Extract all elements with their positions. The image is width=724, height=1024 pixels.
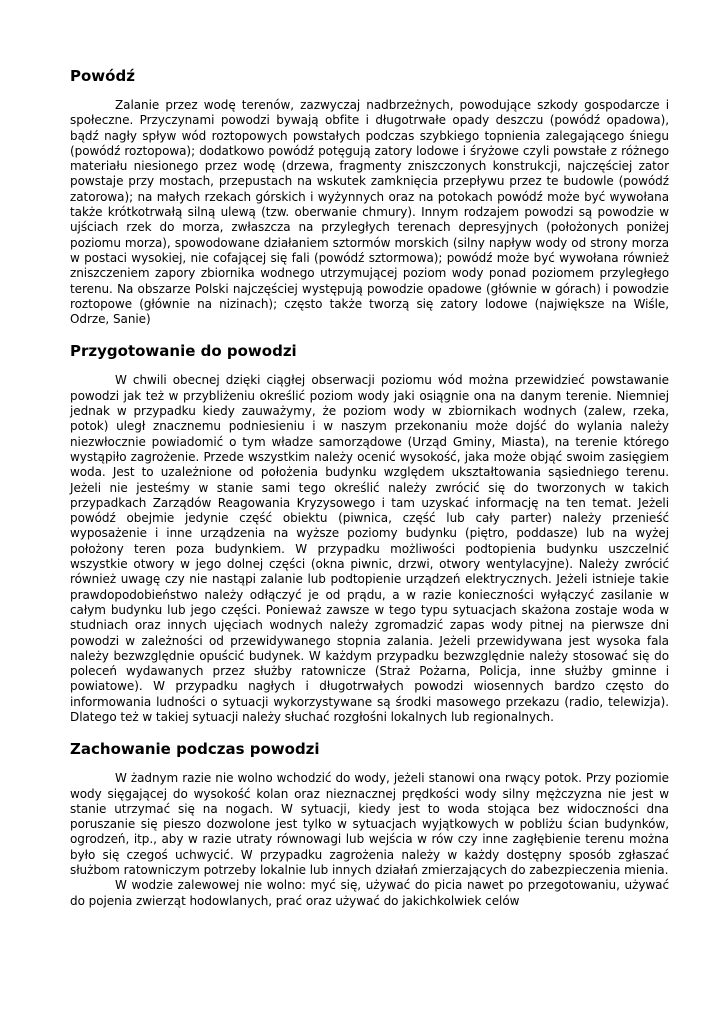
paragraph-zachowanie-1: W żadnym razie nie wolno wchodzić do wody, jeżeli stanowi ona rwący potok. Przy poziomie wody sięgającej do wysokość kolan oraz nieznacznej prędkości wody silny mężczyzna nie jest w stanie utrzymać się na nogach. W sytuacji, kiedy jest to woda stojąca bez widoczności dna poruszanie się pieszo dozwolone jest tylko w sytuacjach wyjątkowych w pobliżu ścian budynków, ogrodzeń, itp., aby w razie utraty równowagi lub wejścia w rów czy inne zagłębienie terenu można było się czegoś uchwycić. W przypadku zagrożenia należy w każdy dostępny sposób zgłaszać służbom ratowniczym potrzeby lokalnie lub innych działań zmierzających do zabezpieczenia mienia.: [70, 771, 669, 878]
paragraph-powodz-definition: Zalanie przez wodę terenów, zazwyczaj nadbrzeżnych, powodujące szkody gospodarcze i społeczne. Przyczynami powodzi bywają obfite i długotrwałe opady deszczu (powódź opadowa), bądź nagły spływ wód roztopowych powstałych podczas szybkiego topnienia zalegającego śniegu (powódź roztopowa); dodatkowo powódź potęgują zatory lodowe i śryżowe czyli powstałe z różnego materiału niesionego przez wodę (drzewa, fragmenty zniszczonych konstrukcji, najczęściej zator powstaje przy mostach, przepustach na wskutek zamknięcia przepływu przez te budowle (powódź zatorowa); na małych rzekach górskich i wyżynnych oraz na potokach powódź może być wywołana także krótkotrwałą silną ulewą (tzw. oberwanie chmury). Innym rodzajem powodzi są powodzie w ujściach rzek do morza, zwłaszcza na przyległych terenach depresyjnych (położonych poniżej poziomu morza), spowodowane działaniem sztormów morskich (silny napływ wody od strony morza w postaci wysokiej, nie cofającej się fali (powódź sztormowa); powódź może być wywołana również zniszczeniem zapory zbiornika wodnego utrzymującej poziom wody ponad poziomem przyległego terenu. Na obszarze Polski najczęściej występują powodzie opadowe (głównie w górach) i powodzie roztopowe (głównie na nizinach); często także tworzą się zatory lodowe (największe na Wiśle, Odrze, Sanie): [70, 98, 669, 327]
section-heading-przygotowanie: Przygotowanie do powodzi: [70, 342, 297, 361]
paragraph-zachowanie-2: W wodzie zalewowej nie wolno: myć się, używać do picia nawet po przegotowaniu, używać do pojenia zwierząt hodowlanych, prać oraz używać do jakichkolwiek celów: [70, 878, 669, 908]
paragraph-przygotowanie: W chwili obecnej dzięki ciągłej obserwacji poziomu wód można przewidzieć powstawanie powodzi jak też w przybliżeniu określić poziom wody jaki osiągnie ona na danym terenie. Niemniej jednak w przypadku kiedy zauważymy, że poziom wody w zbiornikach wodnych (zalew, rzeka, potok) uległ znacznemu podniesieniu i w naszym przekonaniu może dojść do wylania należy niezwłocznie powiadomić o tym władze samorządowe (Urząd Gminy, Miasta), na terenie którego wystąpiło zagrożenie. Przede wszystkim należy ocenić wysokość, jaka może objąć swoim zasięgiem woda. Jest to uzależnione od położenia budynku względem ukształtowania sąsiedniego terenu. Jeżeli nie jesteśmy w stanie sami tego określić należy zwrócić się do tworzonych w takich przypadkach Zarządów Reagowania Kryzysowego i tam uzyskać informację na ten temat. Jeżeli powódź obejmie jedynie część obiektu (piwnica, część lub cały parter) należy przenieść wyposażenie i inne urządzenia na wyższe poziomy budynku (piętro, poddasze) lub na wyżej położony teren poza budynkiem. W przypadku możliwości podtopienia budynku uszczelnić wszystkie otwory w jego dolnej części (okna piwnic, drzwi, otwory wentylacyjne). Należy zwrócić również uwagę czy nie nastąpi zalanie lub podtopienie urządzeń elektrycznych. Jeżeli istnieje takie prawdopodobieństwo należy odłączyć je od prądu, a w razie konieczności wyłączyć zasilanie w całym budynku lub jego części. Ponieważ zawsze w tego typu sytuacjach skażona zostaje woda w studniach oraz innych ujęciach wodnych należy zgromadzić zapas wody pitnej na pierwsze dni powodzi w zależności od przewidywanego stopnia zalania. Jeżeli przewidywana jest wysoka fala należy bezwzględnie opuścić budynek. W każdym przypadku bezwzględnie należy stosować się do poleceń wydawanych przez służby ratownicze (Straż Pożarna, Policja, inne służby gminne i powiatowe). W przypadku nagłych i długotrwałych powodzi wiosennych bardzo często do informowania ludności o sytuacji wykorzystywane są środki masowego przekazu (radio, telewizja). Dlatego też w takiej sytuacji należy słuchać rozgłośni lokalnych lub regionalnych.: [70, 373, 669, 724]
section-heading-powodz: Powódź: [70, 67, 135, 85]
section-heading-zachowanie: Zachowanie podczas powodzi: [70, 740, 320, 759]
